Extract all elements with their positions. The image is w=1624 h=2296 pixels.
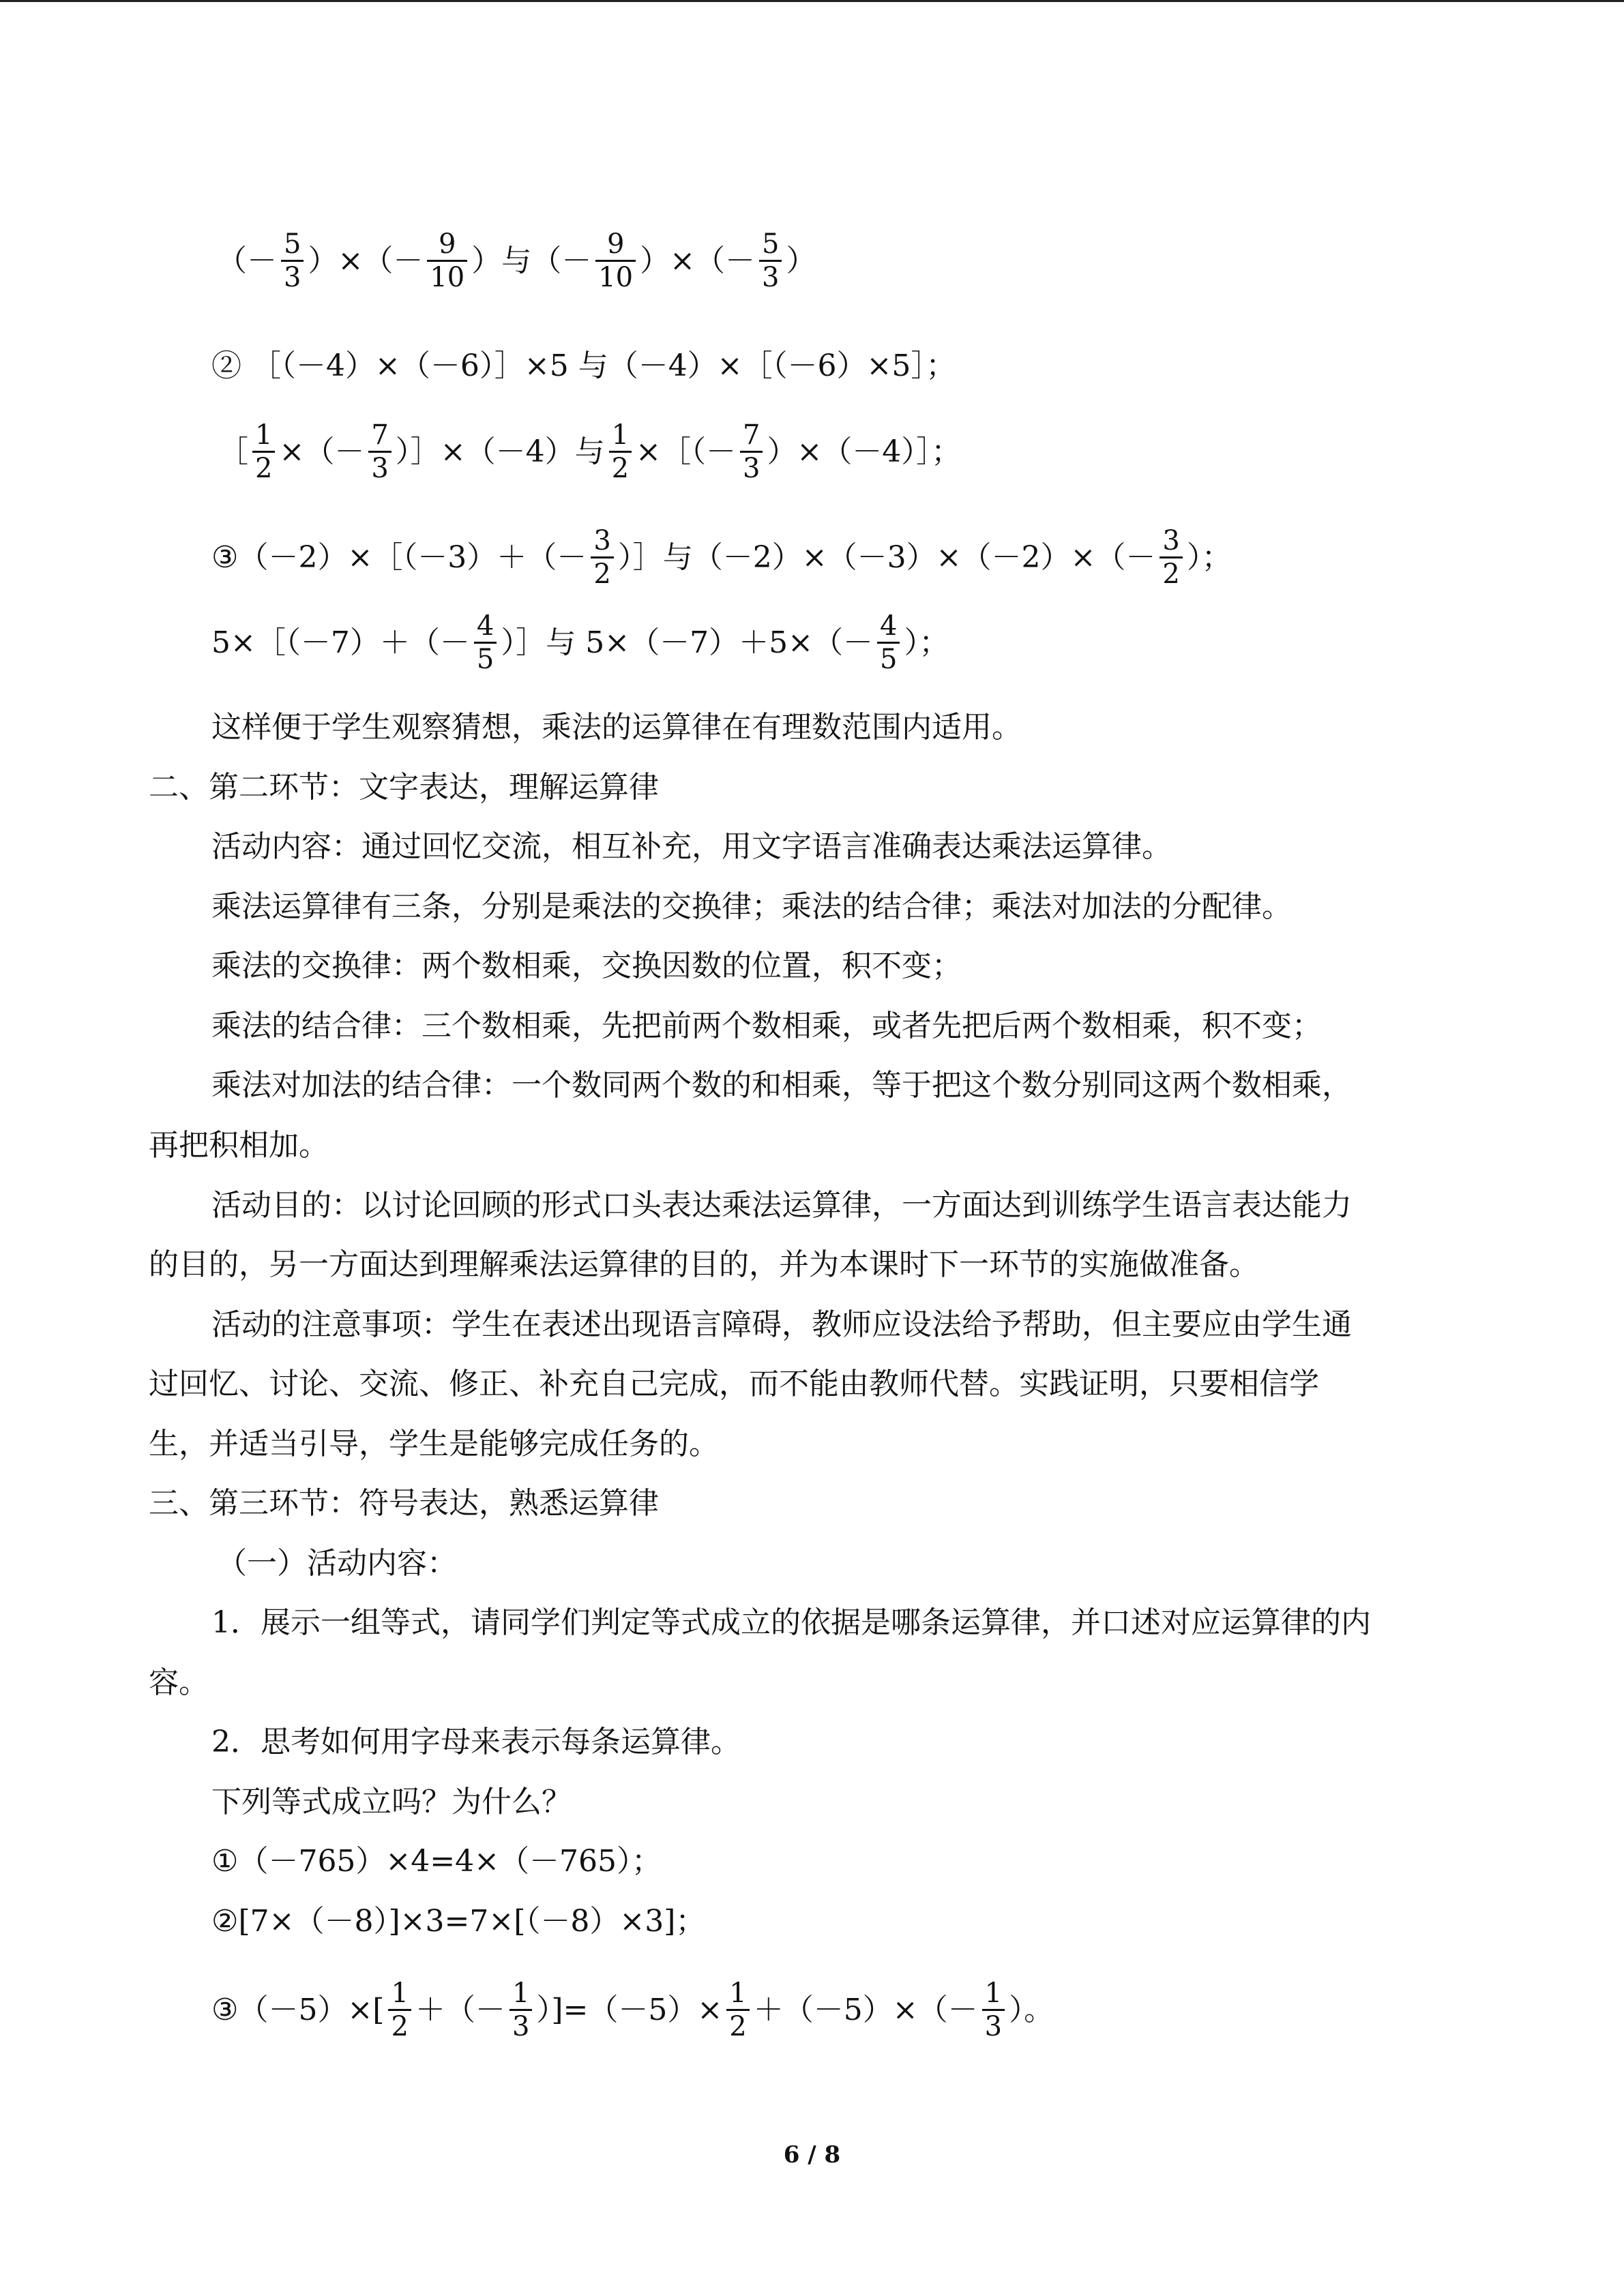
paragraph-line: 乘法的交换律：两个数相乘，交换因数的位置，积不变； bbox=[211, 949, 962, 983]
paragraph-line: 2．思考如何用字母来表示每条运算律。 bbox=[211, 1725, 741, 1759]
text: ）]=（－5）× bbox=[536, 1992, 723, 2027]
text: ＋（－5）×（－ bbox=[753, 1992, 978, 2027]
text: ＋（－ bbox=[415, 1992, 505, 2027]
paragraph-line: 生，并适当引导，学生是能够完成任务的。 bbox=[149, 1427, 719, 1461]
text: ） bbox=[786, 243, 816, 278]
section-heading-3: 三、第三环节：符号表达，熟悉运算律 bbox=[149, 1486, 659, 1521]
text: ×［（－ bbox=[636, 434, 736, 469]
text: ）； bbox=[1186, 539, 1232, 575]
text: ）×（－ bbox=[308, 243, 424, 278]
equation-3 bbox=[211, 1978, 1054, 2042]
fraction: $\frac{1}{2}$ bbox=[252, 419, 275, 484]
page-top-border bbox=[0, 0, 1624, 2]
paragraph-line: ①（－765）×4=4×（－765）； bbox=[211, 1844, 662, 1879]
paragraph-line: 活动目的：以讨论回顾的形式口头表达乘法运算律，一方面达到训练学生语言表达能力 bbox=[211, 1188, 1352, 1223]
paragraph-line: 1．展示一组等式，请同学们判定等式成立的依据是哪条运算律，并口述对应运算律的内 bbox=[211, 1605, 1371, 1640]
text: ③（－2）×［（－3）＋（－ bbox=[211, 539, 587, 575]
text: ）； bbox=[904, 625, 949, 660]
paragraph-line: 活动的注意事项：学生在表述出现语言障碍，教师应设法给予帮助，但主要应由学生通 bbox=[211, 1307, 1352, 1342]
text: ［ bbox=[218, 434, 248, 469]
math-line-5 bbox=[211, 610, 949, 675]
paragraph-line: 过回忆、讨论、交流、修正、补充自己完成，而不能由教师代替。实践证明，只要相信学 bbox=[149, 1367, 1319, 1401]
fraction: $\frac{1}{3}$ bbox=[510, 1978, 532, 2042]
text: （－ bbox=[217, 243, 277, 278]
text: 5×［（－7）＋（－ bbox=[211, 625, 470, 660]
text: ）］与 5×（－7）＋5×（－ bbox=[501, 625, 874, 660]
text: ）与（－ bbox=[471, 243, 592, 278]
fraction: $\frac{1}{3}$ bbox=[982, 1978, 1005, 2042]
fraction: $\frac{4}{5}$ bbox=[474, 610, 497, 675]
math-line-1 bbox=[217, 228, 816, 293]
fraction: $\frac{3}{2}$ bbox=[1160, 525, 1182, 590]
text: ）］×（－4）与 bbox=[395, 434, 605, 469]
fraction: $\frac{5}{3}$ bbox=[281, 228, 304, 293]
fraction: $\frac{5}{3}$ bbox=[759, 228, 782, 293]
paragraph-line: 活动内容：通过回忆交流，相互补充，用文字语言准确表达乘法运算律。 bbox=[211, 829, 1172, 864]
fraction: $\frac{9}{10}$ bbox=[595, 228, 636, 293]
paragraph-line: （一）活动内容： bbox=[217, 1546, 457, 1581]
paragraph-line: 再把积相加。 bbox=[149, 1128, 329, 1163]
text: ）。 bbox=[1009, 1992, 1054, 2027]
math-line-2 bbox=[211, 348, 956, 383]
fraction: $\frac{1}{2}$ bbox=[726, 1978, 749, 2042]
paragraph-line: 乘法的结合律：三个数相乘，先把前两个数相乘，或者先把后两个数相乘，积不变； bbox=[211, 1009, 1322, 1043]
text: ）×（－ bbox=[640, 243, 756, 278]
fraction: $\frac{9}{10}$ bbox=[427, 228, 467, 293]
fraction: $\frac{7}{3}$ bbox=[368, 419, 391, 484]
paragraph-line: 的目的，另一方面达到理解乘法运算律的目的，并为本课时下一环节的实施做准备。 bbox=[149, 1247, 1259, 1282]
paragraph-line: 下列等式成立吗？为什么？ bbox=[211, 1785, 572, 1819]
text: ）］与（－2）×（－3）×（－2）×（－ bbox=[617, 539, 1156, 575]
fraction: $\frac{1}{2}$ bbox=[388, 1978, 411, 2042]
text: ② ［（－4）×（－6）］×5 与（－4）×［（－6）×5］； bbox=[211, 348, 956, 383]
math-line-3 bbox=[218, 419, 961, 484]
section-heading-2: 二、第二环节：文字表达，理解运算律 bbox=[149, 770, 659, 805]
fraction: $\frac{1}{2}$ bbox=[609, 419, 632, 484]
paragraph-line: ②[7×（－8）]×3=7×[（－8）×3]； bbox=[211, 1904, 706, 1939]
fraction: $\frac{7}{3}$ bbox=[740, 419, 763, 484]
paragraph-line: 乘法运算律有三条，分别是乘法的交换律；乘法的结合律；乘法对加法的分配律。 bbox=[211, 889, 1292, 924]
paragraph-line: 乘法对加法的结合律：一个数同两个数的和相乘，等于把这个数分别同这两个数相乘， bbox=[211, 1068, 1352, 1103]
page-number: 6 / 8 bbox=[783, 2141, 841, 2168]
fraction: $\frac{3}{2}$ bbox=[591, 525, 613, 590]
text: ③（－5）×[ bbox=[211, 1992, 385, 2027]
paragraph-line: 这样便于学生观察猜想，乘法的运算律在有理数范围内适用。 bbox=[211, 710, 1022, 745]
fraction: $\frac{4}{5}$ bbox=[877, 610, 900, 675]
text: ×（－ bbox=[279, 434, 365, 469]
math-line-4 bbox=[211, 525, 1232, 590]
text: ）×（－4）］； bbox=[767, 434, 962, 469]
paragraph-line: 容。 bbox=[149, 1665, 209, 1700]
